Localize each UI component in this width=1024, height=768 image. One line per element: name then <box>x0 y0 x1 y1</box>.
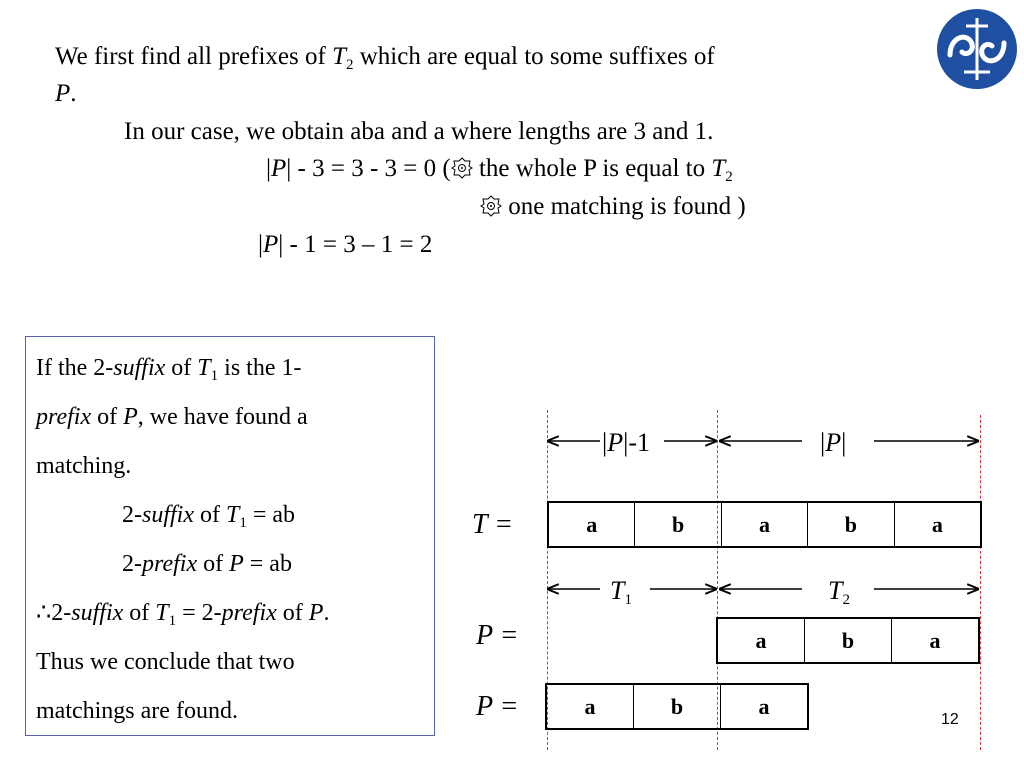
string-cell: a <box>758 693 770 719</box>
var-p: P <box>263 231 279 258</box>
var-t: T <box>332 43 346 70</box>
text-segment: the whole P is equal to <box>472 155 712 182</box>
var-t: T <box>610 576 625 605</box>
row-label-p: P = <box>476 691 519 722</box>
var-t: T <box>711 155 726 182</box>
subscript: 1 <box>168 613 177 629</box>
text-line-4 <box>266 155 733 185</box>
text-segment: suffix <box>113 355 166 381</box>
string-cell: a <box>931 511 943 537</box>
box-line-7: Thus we conclude that two <box>36 649 295 675</box>
subscript: 1 <box>624 592 632 608</box>
var-t: T <box>226 502 240 528</box>
row-label-p: P = <box>476 620 519 651</box>
text-line-5 <box>480 194 746 219</box>
text-segment: | <box>820 428 826 457</box>
string-row-p <box>545 683 809 730</box>
subscript: 1 <box>239 515 247 531</box>
explanation-box <box>25 336 435 736</box>
text-segment: of <box>91 404 124 430</box>
string-cell: b <box>635 503 721 546</box>
text-segment: one matching is found ) <box>502 193 746 220</box>
string-row-t <box>547 501 982 548</box>
subscript: 2 <box>842 592 850 608</box>
text-segment: 2- <box>51 600 72 626</box>
text-segment: 2- <box>122 502 142 528</box>
dim-label-p <box>818 430 848 456</box>
subscript: 2 <box>345 57 354 73</box>
var-p: P <box>825 428 842 457</box>
text-segment: | - 3 = 3 - 3 = 0 ( <box>286 155 451 182</box>
text-segment: | <box>841 428 847 457</box>
text-segment: prefix <box>221 600 277 626</box>
string-cell: a <box>549 503 635 546</box>
text-segment: = 2- <box>176 600 222 626</box>
text-segment: = ab <box>246 502 296 528</box>
var-p: P <box>308 600 324 626</box>
box-line-2 <box>36 405 308 429</box>
text-line-6 <box>258 232 432 257</box>
box-line-4 <box>122 502 296 531</box>
text-segment: = ab <box>243 551 292 577</box>
logo-icon <box>936 8 1018 90</box>
box-line-5 <box>122 552 292 576</box>
text-segment: of <box>194 502 226 528</box>
symbol-icon <box>480 195 502 217</box>
string-cell: b <box>634 685 721 728</box>
text-segment: | - 1 = 3 – 1 = 2 <box>278 231 433 258</box>
page-number: 12 <box>941 711 959 728</box>
symbol-icon <box>451 157 473 179</box>
box-line-8: matchings are found. <box>36 698 238 724</box>
var-t: T <box>197 355 211 381</box>
text-segment: suffix <box>71 600 124 626</box>
dim-label-t2 <box>826 576 852 608</box>
text-segment: . <box>70 80 77 107</box>
text-segment: of <box>123 600 156 626</box>
text-segment: If the 2- <box>36 355 114 381</box>
text-segment: |-1 <box>623 428 650 457</box>
var-p: P <box>271 155 287 182</box>
box-line-6 <box>36 600 330 629</box>
text-segment: . <box>323 600 330 626</box>
text-segment: which are equal to some suffixes of <box>353 43 715 70</box>
var-p: P <box>607 428 624 457</box>
text-segment: prefix <box>142 551 198 577</box>
var-p: P <box>55 80 71 107</box>
dim-label-p-minus-1 <box>600 430 652 456</box>
var-t: T <box>155 600 169 626</box>
subscript: 2 <box>725 169 733 185</box>
text-line-1 <box>55 43 715 73</box>
dim-label-t1 <box>608 576 634 608</box>
box-line-1 <box>36 355 302 384</box>
text-segment: 2- <box>122 551 142 577</box>
string-row-p-shifted <box>716 617 980 664</box>
text-segment: suffix <box>142 502 194 528</box>
text-line-2 <box>55 81 77 106</box>
var-t: T <box>828 576 843 605</box>
text-segment: of <box>197 551 230 577</box>
subscript: 1 <box>210 368 219 384</box>
text-segment: of <box>165 355 198 381</box>
string-cell: a <box>547 685 634 728</box>
row-label-t: T = <box>472 509 513 540</box>
string-cell: a <box>722 503 808 546</box>
text-segment: | <box>258 231 264 258</box>
text-segment: , we have found a <box>137 404 308 430</box>
string-cell: b <box>805 619 892 662</box>
text-segment: | <box>602 428 608 457</box>
var-p: P <box>123 404 138 430</box>
therefore-symbol: ∴ <box>36 600 52 626</box>
text-segment: of <box>276 600 309 626</box>
text-segment: is the 1- <box>218 355 302 381</box>
text-segment: | <box>266 155 272 182</box>
var-p: P <box>229 551 244 577</box>
text-segment: prefix <box>36 404 92 430</box>
string-cell: a <box>718 619 805 662</box>
text-line-3: In our case, we obtain aba and a where lengths are 3 and 1. <box>124 118 714 145</box>
string-cell: a <box>929 627 941 653</box>
box-line-3: matching. <box>36 453 132 479</box>
text-segment: We first find all prefixes of <box>55 43 333 70</box>
string-cell: b <box>808 503 894 546</box>
